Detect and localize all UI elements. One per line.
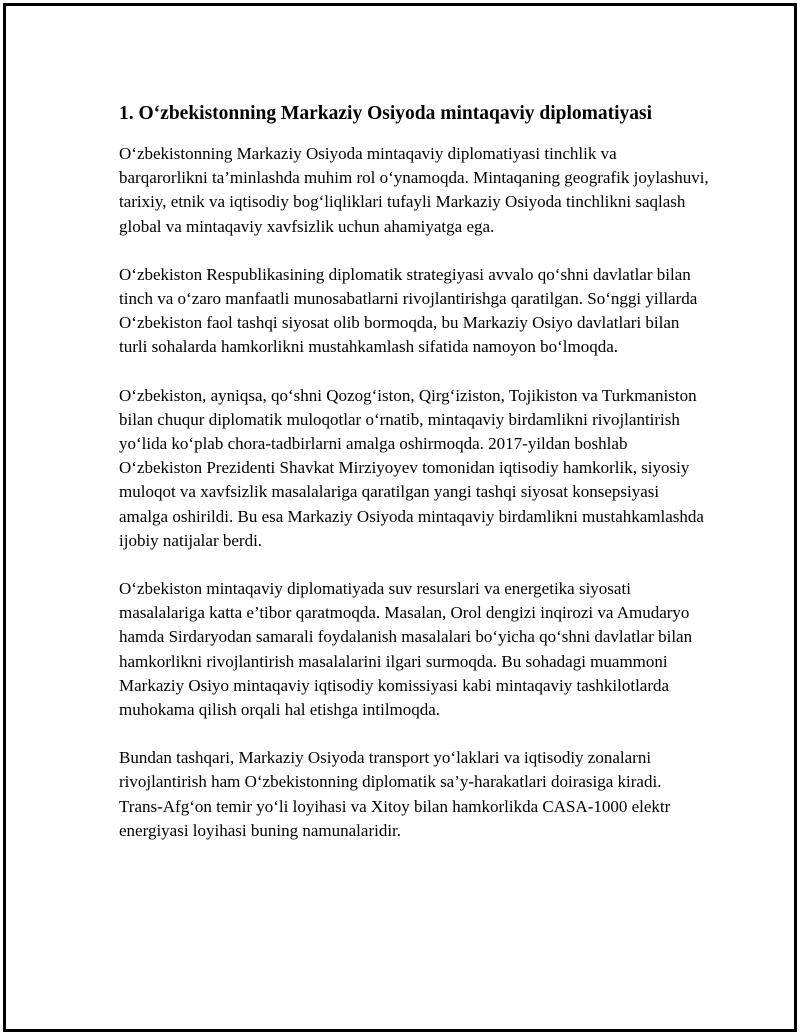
- paragraph-3: O‘zbekiston, ayniqsa, qo‘shni Qozog‘iston, Qirg‘iziston, Tojikiston va Turkmaniston bilan chuqur diplomatik muloqotlar o‘rnatib, mintaqaviy birdamlikni rivojlantirish yo‘lida ko‘plab chora-tadbirlarni amalga oshirmoqda. 2017-yildan boshlab O‘zbekiston Prezidenti Shavkat Mirziyoyev tomonidan iqtisodiy hamkorlik, siyosiy muloqot va xavfsizlik masalalariga qaratilgan yangi tashqi siyosat konsepsiyasi amalga oshirildi. Bu esa Markaziy Osiyoda mintaqaviy birdamlikni mustahkamlashda ijobiy natijalar berdi.: [119, 385, 704, 550]
- paragraph-2: O‘zbekiston Respublikasining diplomatik strategiyasi avvalo qo‘shni davlatlar bilan tinch va o‘zaro manfaatli munosabatlarni rivojlantirishga qaratilgan. So‘nggi yillarda O‘zbekiston faol tashqi siyosat olib bormoqda, bu Markaziy Osiyo davlatlari bilan turli sohalarda hamkorlikni mustahkamlash sifatida namoyon bo‘lmoqda.: [119, 264, 698, 357]
- paragraph-1: O‘zbekistonning Markaziy Osiyoda mintaqaviy diplomatiyasi tinchlik va barqarorlikni ta’minlashda muhim rol o‘ynamoqda. Mintaqaning geografik joylashuvi, tarixiy, etnik va iqtisodiy bog‘liqliklari tufayli Markaziy Osiyoda tinchlikni saqlash global va mintaqaviy xavfsizlik uchun ahamiyatga ega.: [119, 144, 709, 236]
- paragraph-5: Bundan tashqari, Markaziy Osiyoda transport yo‘laklari va iqtisodiy zonalarni rivojlantirish ham O‘zbekistonning diplomatik sa’y-harakatlari doirasiga kiradi. Trans-Afg‘on temir yo‘li loyihasi va Xitoy bilan hamkorlikda CASA-1000 elektr energiyasi loyihasi buning namunalaridir.: [119, 748, 671, 840]
- paragraph-4: O‘zbekiston mintaqaviy diplomatiyada suv resurslari va energetika siyosati masalalariga katta e’tibor qaratmoqda. Masalan, Orol dengizi inqirozi va Amudaryo hamda Sirdaryodan samarali foydalanish masalalari bo‘yicha qo‘shni davlatlar bilan hamkorlikni rivojlantirish masalalarini ilgari surmoqda. Bu sohadagi muammoni Markaziy Osiyo mintaqaviy iqtisodiy komissiyasi kabi mintaqaviy tashkilotlarda muhokama qilish orqali hal etishga intilmoqda.: [119, 579, 693, 720]
- section-heading: 1. O‘zbekistonning Markaziy Osiyoda mintaqaviy diplomatiyasi: [119, 103, 653, 124]
- page-frame: [3, 3, 797, 1032]
- document-body: [119, 100, 709, 867]
